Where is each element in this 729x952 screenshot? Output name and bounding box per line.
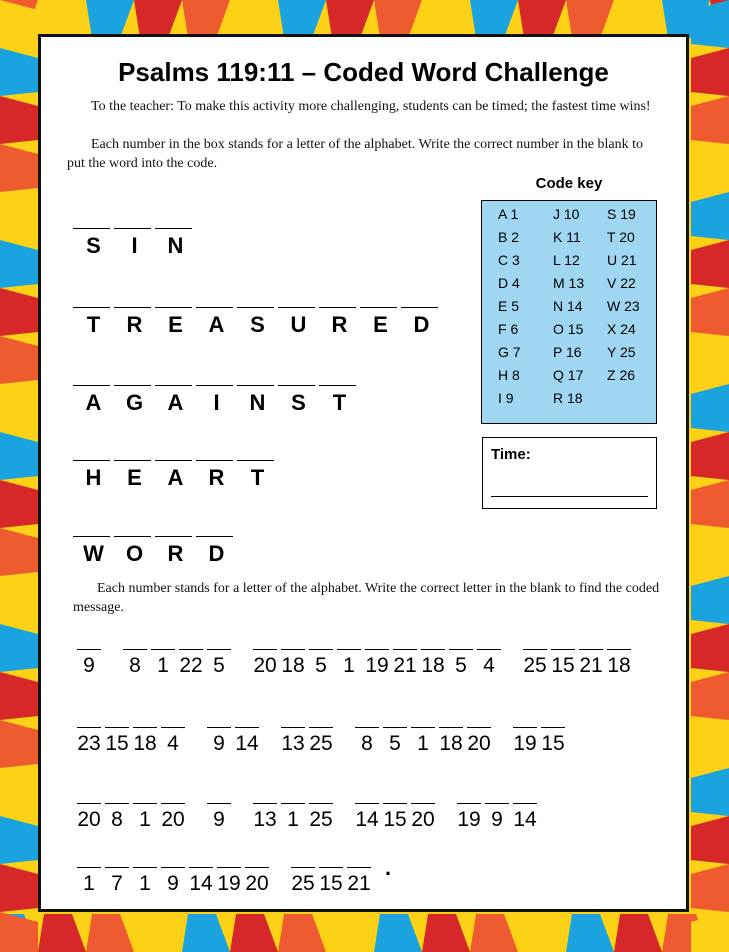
message-cell <box>421 641 445 678</box>
letter-blank[interactable] <box>253 641 277 650</box>
word-letter: E <box>168 312 183 337</box>
word-letter: R <box>167 541 184 566</box>
word-letter: I <box>213 390 220 415</box>
word-letter: N <box>249 390 266 415</box>
message-cell <box>579 641 603 678</box>
word-letter: G <box>125 390 144 415</box>
message-word <box>355 795 435 832</box>
letter-blank[interactable] <box>457 795 481 804</box>
letter-blank[interactable] <box>133 795 157 804</box>
letter-blank[interactable] <box>151 641 175 650</box>
message-cell <box>439 719 463 756</box>
code-number: 22 <box>179 654 203 677</box>
word-letter: S <box>291 390 306 415</box>
code-number: 15 <box>541 732 565 755</box>
message-cell <box>253 795 277 832</box>
code-number: 5 <box>389 732 401 755</box>
word-letter: R <box>126 312 143 337</box>
letter-blank[interactable] <box>355 795 379 804</box>
message-cell <box>411 719 435 756</box>
code-key-title: Code key <box>535 175 603 192</box>
letter-blank[interactable] <box>235 719 259 728</box>
word-letter: U <box>290 312 307 337</box>
code-number: 7 <box>111 872 123 895</box>
code-key-entry: L 12 <box>553 252 580 268</box>
code-number: 18 <box>607 654 631 677</box>
code-key-entry: F 6 <box>498 321 519 337</box>
letter-blank[interactable] <box>253 795 277 804</box>
code-key-entry: I 9 <box>498 390 514 406</box>
message-cell <box>337 641 361 678</box>
letter-blank[interactable] <box>383 795 407 804</box>
message-word <box>355 719 491 756</box>
letter-blank[interactable] <box>179 641 203 650</box>
message-cell <box>467 719 491 756</box>
letter-blank[interactable] <box>421 641 445 650</box>
letter-blank[interactable] <box>467 719 491 728</box>
message-word <box>123 641 231 678</box>
letter-blank[interactable] <box>607 641 631 650</box>
message-cell <box>309 641 333 678</box>
code-key-entry: M 13 <box>553 275 585 291</box>
letter-blank[interactable] <box>513 719 537 728</box>
letter-blank[interactable] <box>245 859 269 868</box>
code-number: 15 <box>105 732 129 755</box>
number-blank[interactable] <box>73 300 110 308</box>
message-cell <box>309 719 333 756</box>
letter-blank[interactable] <box>207 641 231 650</box>
message-cell <box>281 641 305 678</box>
number-blank[interactable] <box>319 300 356 308</box>
number-blank[interactable] <box>237 453 274 461</box>
letter-blank[interactable] <box>541 719 565 728</box>
code-number: 4 <box>483 654 495 677</box>
code-number: 18 <box>281 654 305 677</box>
code-number: 1 <box>139 872 151 895</box>
code-number: 20 <box>253 654 277 677</box>
message-cell <box>77 719 101 756</box>
number-blank[interactable] <box>114 529 151 537</box>
code-number: 19 <box>217 872 241 895</box>
message-cell <box>513 719 537 756</box>
code-key-box <box>481 200 657 424</box>
code-number: 8 <box>111 808 123 831</box>
word-letter: D <box>208 541 225 566</box>
code-key-entry <box>607 390 657 413</box>
letter-blank[interactable] <box>217 859 241 868</box>
word-letter: S <box>250 312 265 337</box>
time-box <box>482 437 657 509</box>
message-cell <box>281 795 305 832</box>
word-letter: A <box>167 390 184 415</box>
message-cell <box>291 859 315 896</box>
message-cell <box>513 795 537 832</box>
code-number: 1 <box>343 654 355 677</box>
word-letter: A <box>167 465 184 490</box>
message-cell <box>541 719 565 756</box>
message-cell <box>161 719 185 756</box>
word-letter: D <box>413 312 430 337</box>
word-letter: O <box>125 541 144 566</box>
letter-blank[interactable] <box>355 719 379 728</box>
number-blank[interactable] <box>155 300 192 308</box>
word-letter: T <box>332 390 347 415</box>
letter-blank[interactable] <box>77 795 101 804</box>
letter-blank[interactable] <box>477 641 501 650</box>
word-row <box>73 378 360 416</box>
message-cell <box>607 641 631 678</box>
code-number: 15 <box>551 654 575 677</box>
code-number: 23 <box>77 732 101 755</box>
message-cell <box>151 641 175 678</box>
code-number: 15 <box>383 808 407 831</box>
code-key-entry: K 11 <box>553 229 581 245</box>
letter-blank[interactable] <box>551 641 575 650</box>
code-number: 4 <box>167 732 179 755</box>
message-cell <box>77 795 101 832</box>
code-key-entry: Y 25 <box>607 344 636 360</box>
code-number: 8 <box>129 654 141 677</box>
message-cell <box>411 795 435 832</box>
code-key-entry: W 23 <box>607 298 640 314</box>
message-cell <box>355 795 379 832</box>
number-blank[interactable] <box>237 300 274 308</box>
letter-blank[interactable] <box>207 795 231 804</box>
code-number: 20 <box>467 732 491 755</box>
letter-blank[interactable] <box>161 795 185 804</box>
word-letter: S <box>86 233 101 258</box>
message-cell <box>105 859 129 896</box>
page-title: Psalms 119:11 – Coded Word Challenge <box>118 57 609 87</box>
message-cell <box>365 641 389 678</box>
code-key-entry: Q 17 <box>553 367 584 383</box>
letter-blank[interactable] <box>309 719 333 728</box>
code-number: 1 <box>139 808 151 831</box>
code-number: 20 <box>411 808 435 831</box>
code-number: 18 <box>439 732 463 755</box>
message-cell <box>77 641 101 678</box>
message-word <box>77 859 269 896</box>
code-number: 14 <box>235 732 259 755</box>
message-word <box>253 795 333 832</box>
letter-blank[interactable] <box>77 719 101 728</box>
message-cell <box>347 859 371 896</box>
word-letter: A <box>208 312 225 337</box>
message-cell <box>309 795 333 832</box>
number-blank[interactable] <box>196 529 233 537</box>
number-blank[interactable] <box>278 378 315 386</box>
letter-blank[interactable] <box>189 859 213 868</box>
code-number: 9 <box>213 732 225 755</box>
instruction-decode: Each number stands for a letter of the alphabet. Write the correct letter in the blank to find the coded message. <box>73 581 660 615</box>
code-key-entry: Z 26 <box>607 367 636 383</box>
code-key-entry: B 2 <box>498 229 520 245</box>
message-cell <box>551 641 575 678</box>
code-number: 1 <box>157 654 169 677</box>
letter-blank[interactable] <box>393 641 417 650</box>
message-cell <box>133 859 157 896</box>
letter-blank[interactable] <box>77 859 101 868</box>
number-blank[interactable] <box>155 453 192 461</box>
code-number: 9 <box>491 808 503 831</box>
message-word <box>77 795 185 832</box>
code-number: 9 <box>167 872 179 895</box>
word-letter: R <box>331 312 348 337</box>
code-number: 20 <box>77 808 101 831</box>
code-key-entry: T 20 <box>607 229 635 245</box>
letter-blank[interactable] <box>133 719 157 728</box>
code-key-entry: O 15 <box>553 321 584 337</box>
number-blank[interactable] <box>155 221 192 229</box>
message-cell <box>383 795 407 832</box>
letter-blank[interactable] <box>281 795 305 804</box>
code-number: 15 <box>319 872 343 895</box>
message-word <box>523 641 631 678</box>
message-word <box>207 719 259 756</box>
code-number: 1 <box>83 872 95 895</box>
letter-blank[interactable] <box>485 795 509 804</box>
message-word <box>291 859 371 896</box>
letter-blank[interactable] <box>309 641 333 650</box>
number-blank[interactable] <box>401 300 438 308</box>
code-key-entry: S 19 <box>607 206 636 222</box>
letter-blank[interactable] <box>365 641 389 650</box>
word-row <box>73 529 237 567</box>
code-key-entry: U 21 <box>607 252 637 268</box>
letter-blank[interactable] <box>161 859 185 868</box>
message-cell <box>457 795 481 832</box>
word-letter: I <box>131 233 138 258</box>
code-key-entry: E 5 <box>498 298 520 314</box>
number-blank[interactable] <box>114 378 151 386</box>
letter-blank[interactable] <box>77 641 101 650</box>
code-number: 19 <box>365 654 389 677</box>
code-number: 13 <box>281 732 305 755</box>
code-number: 18 <box>421 654 445 677</box>
time-label: Time: <box>491 446 531 463</box>
message-word <box>457 795 537 832</box>
message-cell <box>217 859 241 896</box>
number-blank[interactable] <box>360 300 397 308</box>
letter-blank[interactable] <box>105 859 129 868</box>
code-key-entry: N 14 <box>553 298 583 314</box>
message-cell <box>319 859 343 896</box>
code-key-entry: P 16 <box>553 344 582 360</box>
word-letter: N <box>167 233 184 258</box>
message-cell <box>485 795 509 832</box>
letter-blank[interactable] <box>513 795 537 804</box>
message-word <box>513 719 565 756</box>
letter-blank[interactable] <box>579 641 603 650</box>
message-cell <box>189 859 213 896</box>
message-cell <box>393 641 417 678</box>
code-number: 13 <box>253 808 277 831</box>
message-cell <box>133 719 157 756</box>
number-blank[interactable] <box>278 300 315 308</box>
letter-blank[interactable] <box>281 719 305 728</box>
code-key-entry: J 10 <box>553 206 580 222</box>
number-blank[interactable] <box>237 378 274 386</box>
message-cell <box>123 641 147 678</box>
code-number: 19 <box>513 732 537 755</box>
message-cell <box>523 641 547 678</box>
number-blank[interactable] <box>196 378 233 386</box>
code-number: 20 <box>245 872 269 895</box>
code-number: 5 <box>213 654 225 677</box>
code-key-entry: A 1 <box>498 206 519 222</box>
message-line <box>77 641 631 678</box>
word-letter: H <box>85 465 102 490</box>
number-blank[interactable] <box>155 529 192 537</box>
code-key-entry: G 7 <box>498 344 521 360</box>
message-cell <box>383 719 407 756</box>
number-blank[interactable] <box>319 378 356 386</box>
message-cell <box>207 719 231 756</box>
letter-blank[interactable] <box>449 641 473 650</box>
letter-blank[interactable] <box>105 795 129 804</box>
number-blank[interactable] <box>73 453 110 461</box>
message-cell <box>105 719 129 756</box>
code-number: 25 <box>309 732 333 755</box>
letter-blank[interactable] <box>411 719 435 728</box>
message-cell <box>245 859 269 896</box>
message-word <box>77 641 101 678</box>
message-period: . <box>385 855 392 880</box>
message-cell <box>449 641 473 678</box>
code-key-entry: C 3 <box>498 252 520 268</box>
message-word <box>207 795 231 832</box>
message-word <box>77 719 185 756</box>
message-cell <box>179 641 203 678</box>
message-cell <box>105 795 129 832</box>
code-number: 21 <box>579 654 603 677</box>
word-row <box>73 453 278 491</box>
message-line <box>77 859 371 896</box>
code-number: 5 <box>315 654 327 677</box>
number-blank[interactable] <box>196 300 233 308</box>
time-input-line[interactable] <box>491 496 648 497</box>
letter-blank[interactable] <box>281 641 305 650</box>
code-number: 20 <box>161 808 185 831</box>
number-blank[interactable] <box>196 453 233 461</box>
number-blank[interactable] <box>114 300 151 308</box>
letter-blank[interactable] <box>161 719 185 728</box>
letter-blank[interactable] <box>383 719 407 728</box>
number-blank[interactable] <box>73 529 110 537</box>
code-key-entry: D 4 <box>498 275 520 291</box>
code-number: 5 <box>455 654 467 677</box>
message-cell <box>161 795 185 832</box>
code-number: 1 <box>287 808 299 831</box>
message-line <box>77 719 565 756</box>
code-number: 14 <box>513 808 537 831</box>
message-line <box>77 795 537 832</box>
message-cell <box>133 795 157 832</box>
letter-blank[interactable] <box>523 641 547 650</box>
code-number: 21 <box>347 872 371 895</box>
code-number: 8 <box>361 732 373 755</box>
word-letter: A <box>85 390 102 415</box>
code-number: 21 <box>393 654 417 677</box>
letter-blank[interactable] <box>337 641 361 650</box>
number-blank[interactable] <box>155 378 192 386</box>
number-blank[interactable] <box>73 221 110 229</box>
code-number: 18 <box>133 732 157 755</box>
letter-blank[interactable] <box>105 719 129 728</box>
instruction-encode: Each number in the box stands for a letter of the alphabet. Write the correct number in the blank to put the word into the code. <box>67 137 643 171</box>
code-key-entry: H 8 <box>498 367 520 383</box>
code-number: 9 <box>213 808 225 831</box>
number-blank[interactable] <box>114 221 151 229</box>
number-blank[interactable] <box>73 378 110 386</box>
word-letter: T <box>250 465 265 490</box>
word-row <box>73 300 442 338</box>
letter-blank[interactable] <box>123 641 147 650</box>
code-number: 14 <box>189 872 213 895</box>
letter-blank[interactable] <box>439 719 463 728</box>
message-cell <box>161 859 185 896</box>
message-cell <box>281 719 305 756</box>
message-cell <box>77 859 101 896</box>
number-blank[interactable] <box>114 453 151 461</box>
code-number: 25 <box>309 808 333 831</box>
message-word <box>253 641 501 678</box>
word-letter: R <box>208 465 225 490</box>
letter-blank[interactable] <box>207 719 231 728</box>
message-cell <box>207 641 231 678</box>
letter-blank[interactable] <box>319 859 343 868</box>
letter-blank[interactable] <box>309 795 333 804</box>
teacher-note: To the teacher: To make this activity more challenging, students can be timed; the fastest time wins! <box>91 99 651 114</box>
letter-blank[interactable] <box>291 859 315 868</box>
message-cell <box>253 641 277 678</box>
message-cell <box>235 719 259 756</box>
code-key-entry: R 18 <box>553 390 583 406</box>
code-number: 25 <box>523 654 547 677</box>
word-letter: E <box>373 312 388 337</box>
word-row <box>73 221 196 259</box>
code-key-entry: V 22 <box>607 275 636 291</box>
code-number: 19 <box>457 808 481 831</box>
code-number: 14 <box>355 808 379 831</box>
code-number: 25 <box>291 872 315 895</box>
code-number: 1 <box>417 732 429 755</box>
letter-blank[interactable] <box>347 859 371 868</box>
message-cell <box>207 795 231 832</box>
word-letter: T <box>86 312 101 337</box>
message-cell <box>477 641 501 678</box>
code-key-entry: X 24 <box>607 321 636 337</box>
word-letter: E <box>127 465 142 490</box>
code-number: 9 <box>83 654 95 677</box>
message-cell <box>355 719 379 756</box>
message-word <box>281 719 333 756</box>
letter-blank[interactable] <box>411 795 435 804</box>
word-letter: W <box>83 541 104 566</box>
worksheet-page <box>38 34 689 912</box>
letter-blank[interactable] <box>133 859 157 868</box>
